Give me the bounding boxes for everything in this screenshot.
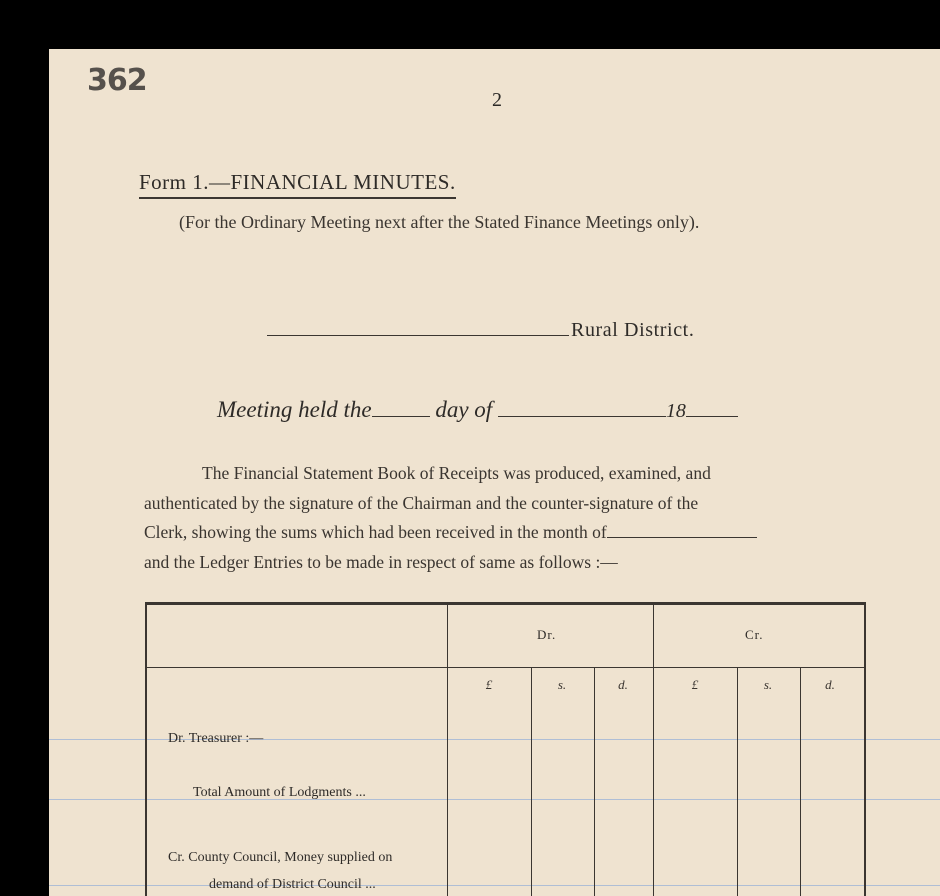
form-title: Form 1.—FINANCIAL MINUTES. xyxy=(139,170,456,199)
column-pence-cr: d. xyxy=(825,677,835,692)
receipts-month-blank[interactable] xyxy=(607,523,757,538)
meeting-year: 18 xyxy=(665,400,686,422)
stamp-number: 362 xyxy=(87,63,147,98)
month-blank[interactable] xyxy=(498,398,666,417)
column-divider xyxy=(594,667,595,896)
form-subtitle: (For the Ordinary Meeting next after the Stated Finance Meetings only). xyxy=(179,212,700,232)
column-divider xyxy=(653,605,654,896)
debit-header: Dr. xyxy=(537,627,557,642)
meeting-day-of: day of xyxy=(435,397,493,422)
column-shillings-cr: s. xyxy=(763,677,773,692)
column-divider xyxy=(800,667,801,896)
column-pence-dr: d. xyxy=(618,677,628,692)
column-pounds-cr: £ xyxy=(691,677,699,692)
row-total-lodgments: Total Amount of Lodgments ... xyxy=(193,785,366,800)
district-label: Rural District. xyxy=(571,319,695,341)
ledger-table xyxy=(145,602,866,896)
form-page xyxy=(49,49,940,896)
row-county-council-cont: demand of District Council ... xyxy=(209,877,376,892)
paragraph-line: Clerk, showing the sums which had been received in the month of xyxy=(144,522,607,542)
year-blank[interactable] xyxy=(686,398,738,417)
column-shillings-dr: s. xyxy=(557,677,567,692)
row-county-council: Cr. County Council, Money supplied on xyxy=(168,850,393,865)
row-treasurer: Dr. Treasurer :— xyxy=(168,731,264,746)
header-divider xyxy=(147,667,864,668)
paragraph-line: authenticated by the signature of the Chairman and the counter-signature of the xyxy=(144,492,699,513)
column-divider xyxy=(737,667,738,896)
district-name-blank[interactable] xyxy=(267,335,569,336)
column-divider xyxy=(531,667,532,896)
paragraph-line: The Financial Statement Book of Receipts was produced, examined, and xyxy=(202,463,711,483)
column-divider xyxy=(447,605,448,896)
paragraph-line: and the Ledger Entries to be made in respect of same as follows :— xyxy=(144,551,618,572)
meeting-prefix: Meeting held the xyxy=(217,397,372,422)
column-pounds-dr: £ xyxy=(485,677,493,692)
credit-header: Cr. xyxy=(745,627,764,642)
statement-paragraph xyxy=(144,459,859,577)
meeting-date-line xyxy=(217,397,738,423)
page-number: 2 xyxy=(492,89,502,111)
day-blank[interactable] xyxy=(372,398,430,417)
